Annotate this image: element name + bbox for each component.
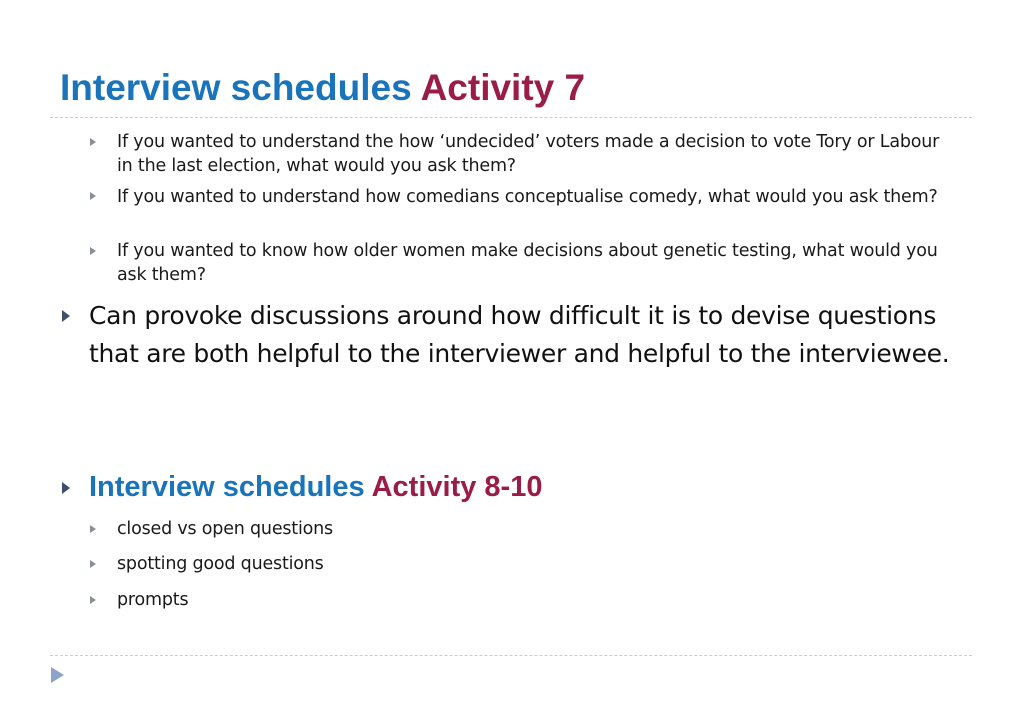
top-divider — [50, 117, 972, 118]
section-heading — [89, 469, 542, 505]
section-heading-activity: Activity 8-10 — [371, 471, 543, 503]
bullet-arrow-icon — [60, 309, 72, 323]
bullet-arrow-icon — [88, 595, 98, 605]
title-topic: Interview schedules — [60, 67, 412, 108]
bullet-arrow-icon — [88, 191, 98, 201]
slide-title — [60, 66, 585, 110]
title-activity: Activity 7 — [420, 67, 586, 108]
bullet-arrow-icon — [88, 524, 98, 534]
bullet-arrow-icon — [88, 246, 98, 256]
sub-bullet-3: If you wanted to know how older women make decisions about genetic testing, what would you ask them? — [117, 241, 938, 285]
bullet-arrow-icon — [88, 559, 98, 569]
section-heading-topic: Interview schedules — [89, 471, 365, 503]
sub-bullet-2: If you wanted to understand how comedians conceptualise comedy, what would you ask them? — [117, 187, 938, 207]
bullet-arrow-icon — [88, 137, 98, 147]
bullet-arrow-icon — [60, 481, 72, 495]
sub-bullet-1: If you wanted to understand the how ‘undecided’ voters made a decision to vote Tory or Labour in the last election, what would you ask them? — [117, 132, 940, 176]
activity-item-1: closed vs open questions — [117, 519, 333, 539]
play-arrow-icon[interactable] — [48, 665, 66, 685]
activity-item-2: spotting good questions — [117, 554, 324, 574]
main-bullet: Can provoke discussions around how difficult it is to devise questions that are both helpful to the interviewer and helpful to the interviewee. — [89, 301, 950, 368]
activity-item-3: prompts — [117, 590, 189, 610]
bottom-divider — [50, 655, 972, 656]
